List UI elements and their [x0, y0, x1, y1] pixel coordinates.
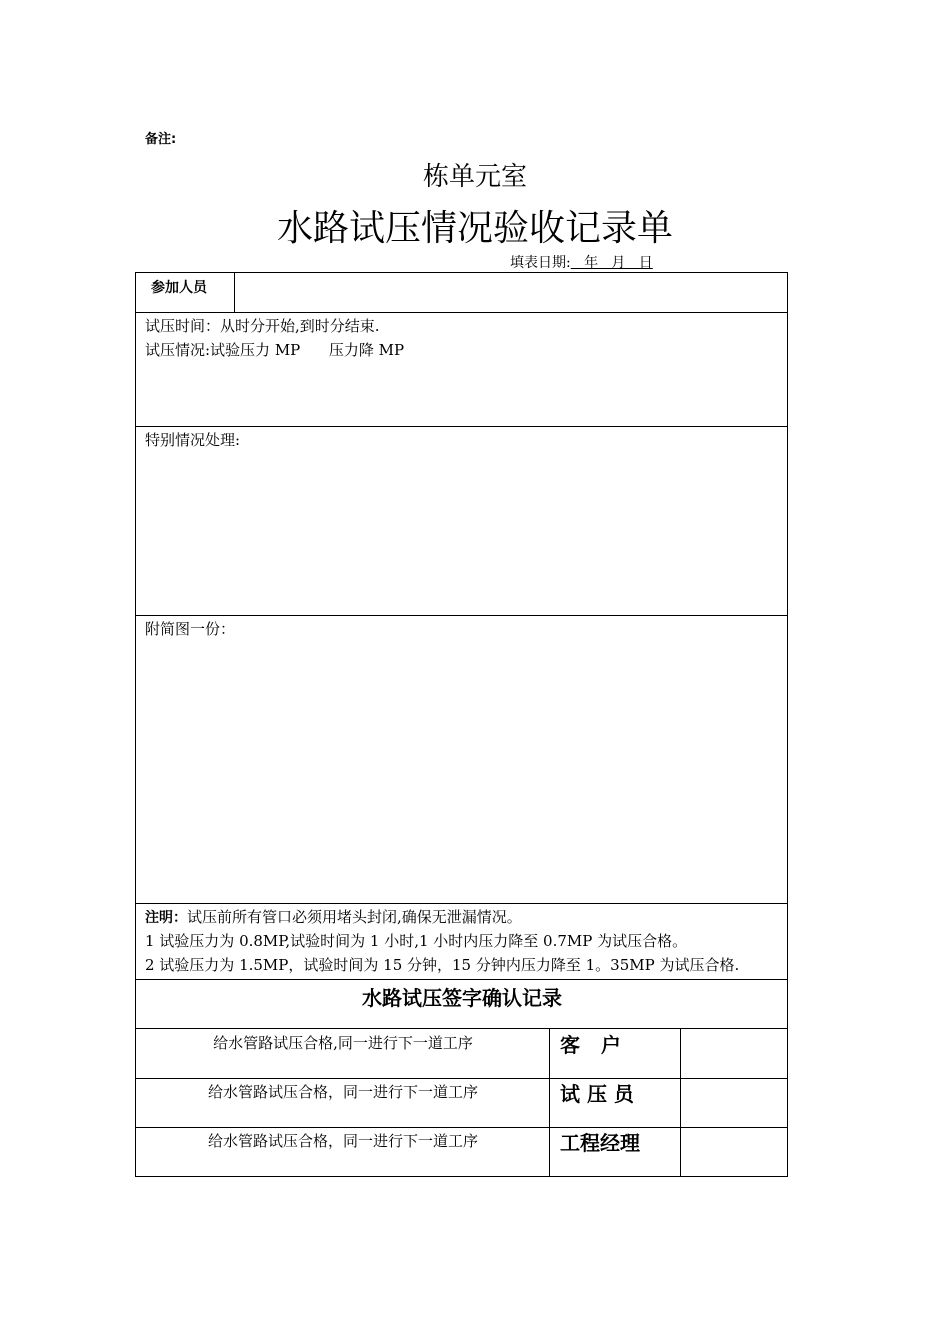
role-project-manager: 工程经理	[560, 1131, 640, 1155]
participants-label: 参加人员	[151, 280, 207, 296]
notes-line-2: 1 试验压力为 0.8MP,试验时间为 1 小时,1 小时内压力降至 0.7MP 为试压合格。	[145, 932, 688, 950]
table-border-bottom	[135, 1176, 788, 1177]
test-time-text: 试压时间：从时分开始,到时分结束.	[145, 317, 380, 335]
role-customer: 客 户	[560, 1033, 621, 1057]
notes-label: 注明：	[145, 910, 187, 926]
row-divider	[135, 615, 788, 616]
signature-title: 水路试压签字确认记录	[362, 986, 562, 1010]
fill-date-label: 填表日期:	[510, 255, 571, 271]
special-handling-label: 特别情况处理:	[145, 431, 241, 449]
table-border-right	[787, 272, 788, 1177]
notes-text: 试压前所有管口必须用堵头封闭,确保无泄漏情况。	[187, 908, 522, 926]
special-handling-field[interactable]	[137, 452, 785, 612]
approval-statement: 给水管路试压合格,同一进行下一道工序	[213, 1034, 473, 1052]
project-manager-signature-field[interactable]	[682, 1129, 786, 1175]
row-divider	[135, 1127, 788, 1128]
row-divider	[135, 312, 788, 313]
table-border-top	[135, 272, 788, 273]
row-divider	[135, 979, 788, 980]
row-divider	[135, 1028, 788, 1029]
role-tester: 试 压 员	[560, 1082, 634, 1106]
signature-column-divider	[680, 1028, 681, 1176]
page-title: 水路试压情况验收记录单	[276, 208, 673, 249]
fill-date-blank[interactable]: 年 月 日	[570, 255, 653, 271]
participants-divider	[234, 272, 235, 312]
tester-signature-field[interactable]	[682, 1080, 786, 1126]
participants-input[interactable]	[236, 274, 786, 311]
fill-date	[510, 252, 653, 272]
approval-statement: 给水管路试压合格，同一进行下一道工序	[207, 1083, 478, 1101]
row-divider	[135, 903, 788, 904]
test-status-text: 试压情况:试验压力 MP 压力降 MP	[145, 341, 405, 359]
notes-line-1	[145, 905, 522, 930]
row-divider	[135, 426, 788, 427]
customer-signature-field[interactable]	[682, 1030, 786, 1077]
location-title: 栋单元室	[422, 162, 527, 192]
attached-sketch-label: 附简图一份：	[145, 620, 236, 638]
remark-label: 备注:	[145, 132, 177, 147]
sketch-area[interactable]	[137, 641, 785, 901]
approval-statement: 给水管路试压合格，同一进行下一道工序	[207, 1132, 478, 1150]
row-divider	[135, 1078, 788, 1079]
notes-line-3: 2 试验压力为 1.5MP，试验时间为 15 分钟，15 分钟内压力降至 1。35MP 为试压合格.	[145, 956, 740, 974]
